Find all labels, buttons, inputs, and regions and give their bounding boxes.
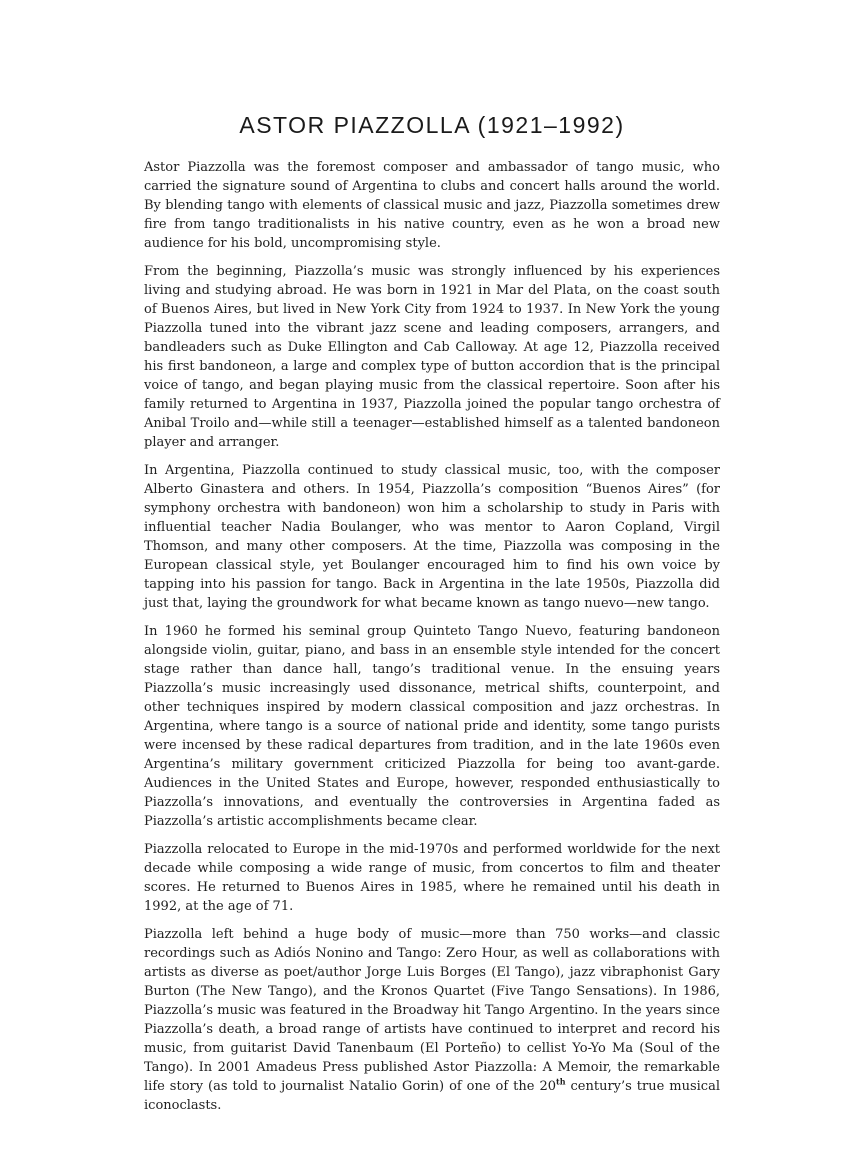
paragraph-legacy-text: Piazzolla left behind a huge body of music—more than 750 works—and classic recordings such as Adiós Nonino and Tango: Zero Hour, as well as collaborations with artists as diverse as poet/author Jorge Luis Borges (El Tango), jazz vibraphonist Gary Burton (The New Tango), and the Kronos Quartet (Five Tango Sensations). In 1986, Piazzolla’s music was featured in the Broadway hit Tango Argentino. In the years since Piazzolla’s death, a broad range of artists have continued to interpret and record his music, from guitarist David Tanenbaum (El Porteño) to cellist Yo-Yo Ma (Soul of the Tango). In 2001 Amadeus Press published Astor Piazzolla: A Memoir, the remarkable life story (as told to journalist Natalio Gorin) of one of the 20 — [144, 927, 720, 1094]
paragraph-intro: Astor Piazzolla was the foremost composer and ambassador of tango music, who carried the signature sound of Argentina to clubs and concert halls around the world. By blending tango with elements of classical music and jazz, Piazzolla sometimes drew fire from tango traditionalists in his native country, even as he won a broad new audience for his bold, uncompromising style. — [144, 160, 720, 251]
paragraph-europe: Piazzolla relocated to Europe in the mid-1970s and performed worldwide for the next decade while composing a wide range of music, from concertos to film and theater scores. He returned to Buenos Aires in 1985, where he remained until his death in 1992, at the age of 71. — [144, 842, 720, 914]
paragraph-legacy — [144, 925, 720, 1115]
paragraph-early-life: From the beginning, Piazzolla’s music was strongly influenced by his experiences living and studying abroad. He was born in 1921 in Mar del Plata, on the coast south of Buenos Aires, but lived in New York City from 1924 to 1937. In New York the young Piazzolla tuned into the vibrant jazz scene and leading composers, arrangers, and bandleaders such as Duke Ellington and Cab Calloway. At age 12, Piazzolla received his first bandoneon, a large and complex type of button accordion that is the principal voice of tango, and began playing music from the classical repertoire. Soon after his family returned to Argentina in 1937, Piazzolla joined the popular tango orchestra of Anibal Troilo and—while still a teenager—established himself as a talented bandoneon player and arranger. — [144, 264, 720, 450]
page-title: ASTOR PIAZZOLLA (1921–1992) — [239, 112, 625, 138]
paragraph-studies: In Argentina, Piazzolla continued to study classical music, too, with the composer Alberto Ginastera and others. In 1954, Piazzolla’s composition “Buenos Aires” (for symphony orchestra with bandoneon) won him a scholarship to study in Paris with influential teacher Nadia Boulanger, who was mentor to Aaron Copland, Virgil Thomson, and many other composers. At the time, Piazzolla was composing in the European classical style, yet Boulanger encouraged him to find his own voice by tapping into his passion for tango. Back in Argentina in the late 1950s, Piazzolla did just that, laying the groundwork for what became known as tango nuevo—new tango. — [144, 463, 720, 611]
paragraph-legacy-text-end: century’s true musical iconoclasts. — [144, 1079, 720, 1113]
ordinal-superscript: th — [556, 1076, 566, 1087]
paragraph-quinteto: In 1960 he formed his seminal group Quinteto Tango Nuevo, featuring bandoneon alongside violin, guitar, piano, and bass in an ensemble style intended for the concert stage rather than dance hall, tango’s traditional venue. In the ensuing years Piazzolla’s music increasingly used dissonance, metrical shifts, counterpoint, and other techniques inspired by modern classical composition and jazz orchestras. In Argentina, where tango is a source of national pride and identity, some tango purists were incensed by these radical departures from tradition, and in the late 1960s even Argentina’s military government criticized Piazzolla for being too avant-garde. Audiences in the United States and Europe, however, responded enthusiastically to Piazzolla’s innovations, and eventually the controversies in Argentina faded as Piazzolla’s artistic accomplishments became clear. — [144, 624, 720, 829]
